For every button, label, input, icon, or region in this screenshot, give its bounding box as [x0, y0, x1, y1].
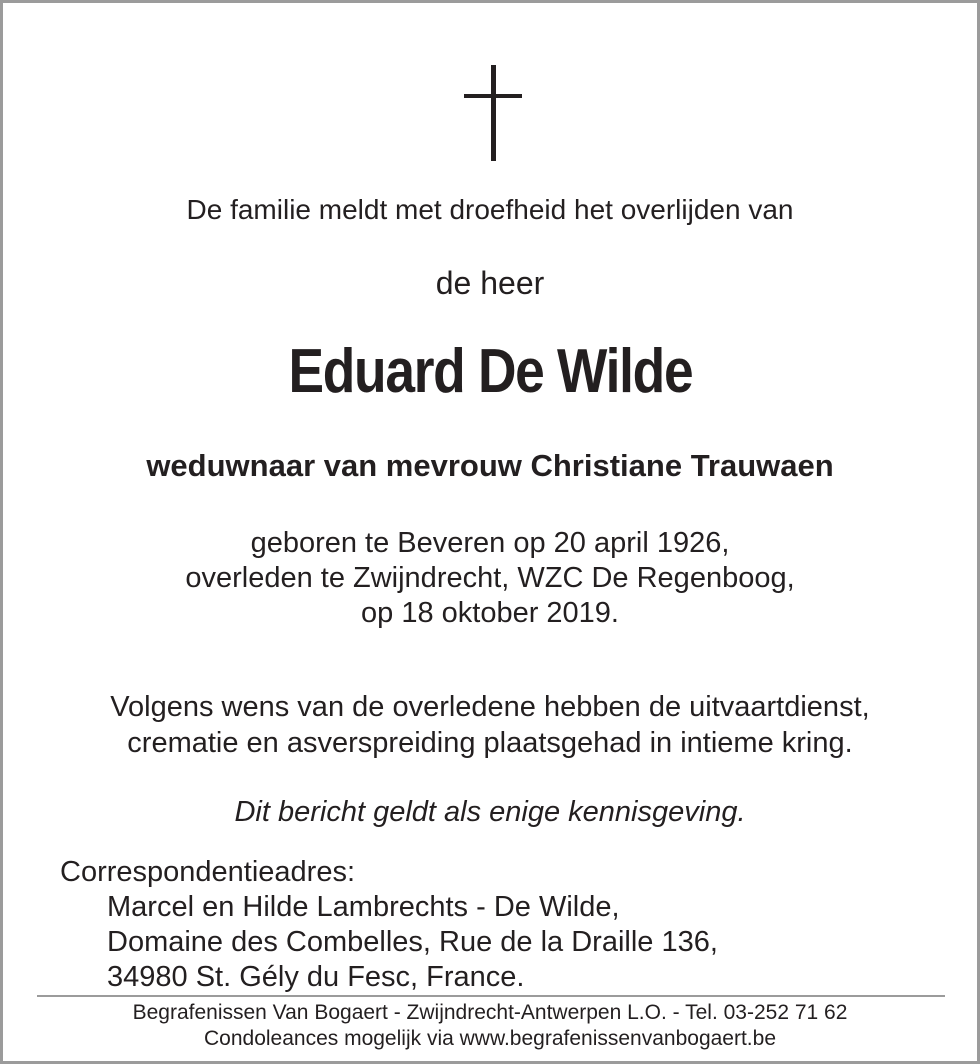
funeral-line: Volgens wens van de overledene hebben de uitvaartdienst,: [110, 691, 870, 723]
address-line: Marcel en Hilde Lambrechts - De Wilde,: [107, 891, 620, 923]
deceased-name: Eduard De Wilde: [288, 337, 693, 406]
funeral-block: [3, 689, 977, 761]
footer-divider: [37, 995, 945, 997]
funeral-line: crematie en asverspreiding plaatsgehad in intieme kring.: [127, 727, 853, 759]
address-line: 34980 St. Gély du Fesc, France.: [107, 961, 525, 993]
dates-block: [3, 526, 977, 631]
correspondence-address: [107, 890, 718, 995]
footer-contact: Begrafenissen Van Bogaert - Zwijndrecht-Antwerpen L.O. - Tel. 03-252 71 62: [132, 1001, 848, 1024]
death-line: overleden te Zwijndrecht, WZC De Regenboog,: [185, 562, 795, 594]
intro-text: De familie meldt met droefheid het overlijden van: [186, 194, 794, 225]
cross-icon: [464, 65, 524, 163]
birth-line: geboren te Beveren op 20 april 1926,: [250, 527, 730, 559]
footer: [3, 1000, 977, 1052]
address-line: Domaine des Combelles, Rue de la Draille 136,: [107, 926, 718, 958]
widower-line: weduwnaar van mevrouw Christiane Trauwaen: [146, 448, 834, 483]
correspondence-label: Correspondentieadres:: [60, 856, 356, 888]
honorific: de heer: [435, 265, 545, 301]
notice-text: Dit bericht geldt als enige kennisgeving.: [234, 796, 746, 828]
death-date-line: op 18 oktober 2019.: [361, 597, 619, 629]
footer-condolences: Condoleances mogelijk via www.begrafenissenvanbogaert.be: [203, 1027, 776, 1050]
